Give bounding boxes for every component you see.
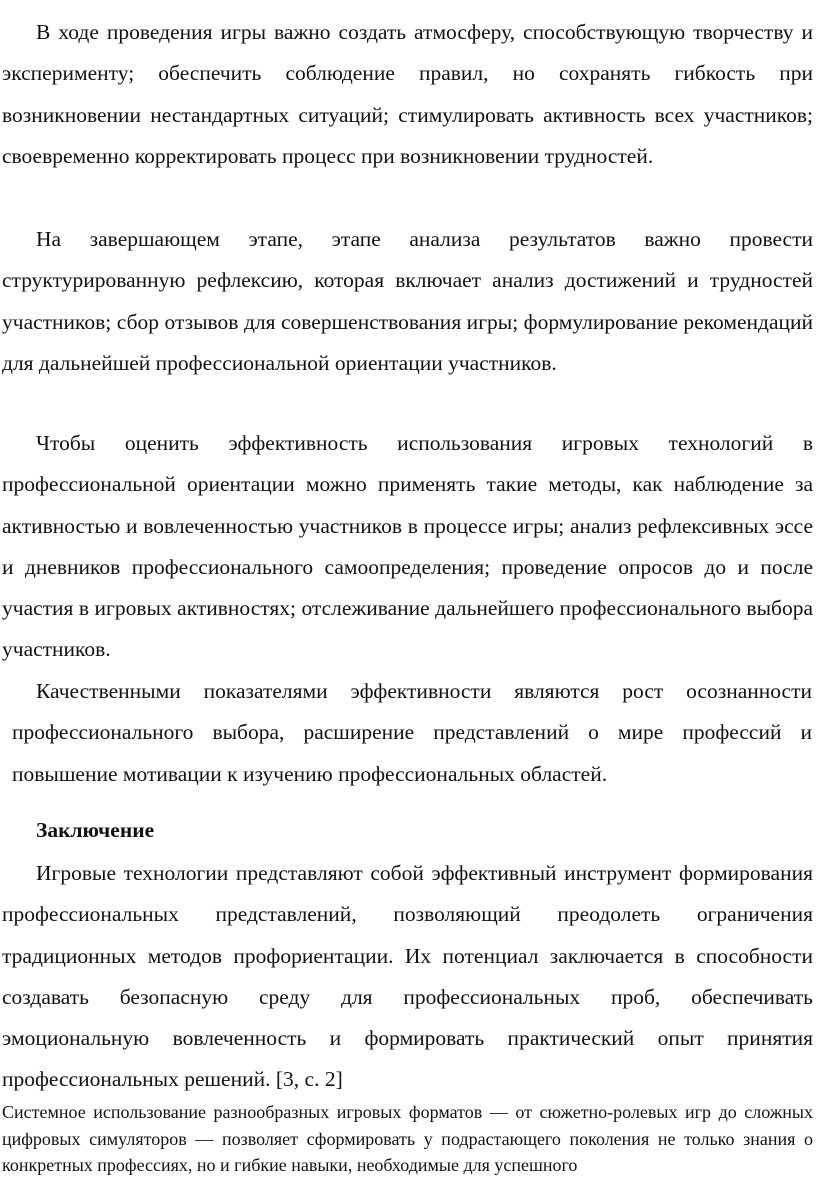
conclusion-heading: Заключение (36, 818, 155, 842)
paragraph-conclusion: Игровые технологии представляют собой эффективный инструмент формирования профессиональных представлений, позволяющий преодолеть ограничения традиционных методов профориентации. Их потенциал заключается в способности создавать безопасную среду для профессиональных проб, обеспечивать эмоциональную вовлеченность и формировать практический опыт принятия профессиональных решений. [3, с. 2] (2, 861, 813, 1092)
paragraph-quality-indicators: Качественными показателями эффективности являются рост осознанности профессионального выбора, расширение представлений о мире профессий и повышение мотивации к изучению профессиональных областей. (12, 679, 812, 786)
paragraph-game-atmosphere: В ходе проведения игры важно создать атмосферу, способствующую творчеству и эксперименту; обеспечить соблюдение правил, но сохранять гибкость при возникновении нестандартных ситуаций; стимулировать активность всех участников; своевременно корректировать процесс при возникновении трудностей. (2, 20, 813, 168)
paragraph-reflection-stage: На завершающем этапе, этапе анализа результатов важно провести структурированную рефлексию, которая включает анализ достижений и трудностей участников; сбор отзывов для совершенствования игры; формулирование рекомендаций для дальнейшей профессиональной ориентации участников. (2, 227, 813, 375)
paragraph-systemic-use: Системное использование разнообразных игровых форматов — от сюжетно-ролевых игр до сложных цифровых симуляторов — позволяет сформировать у подрастающего поколения не только знания о конкретных профессиях, но и гибкие навыки, необходимые для успешного (2, 1102, 813, 1175)
paragraph-effectiveness-methods: Чтобы оценить эффективность использования игровых технологий в профессиональной ориентации можно применять такие методы, как наблюдение за активностью и вовлеченностью участников в процессе игры; анализ рефлексивных эссе и дневников профессионального самоопределения; проведение опросов до и после участия в игровых активностях; отслеживание дальнейшего профессионального выбора участников. (2, 431, 813, 662)
